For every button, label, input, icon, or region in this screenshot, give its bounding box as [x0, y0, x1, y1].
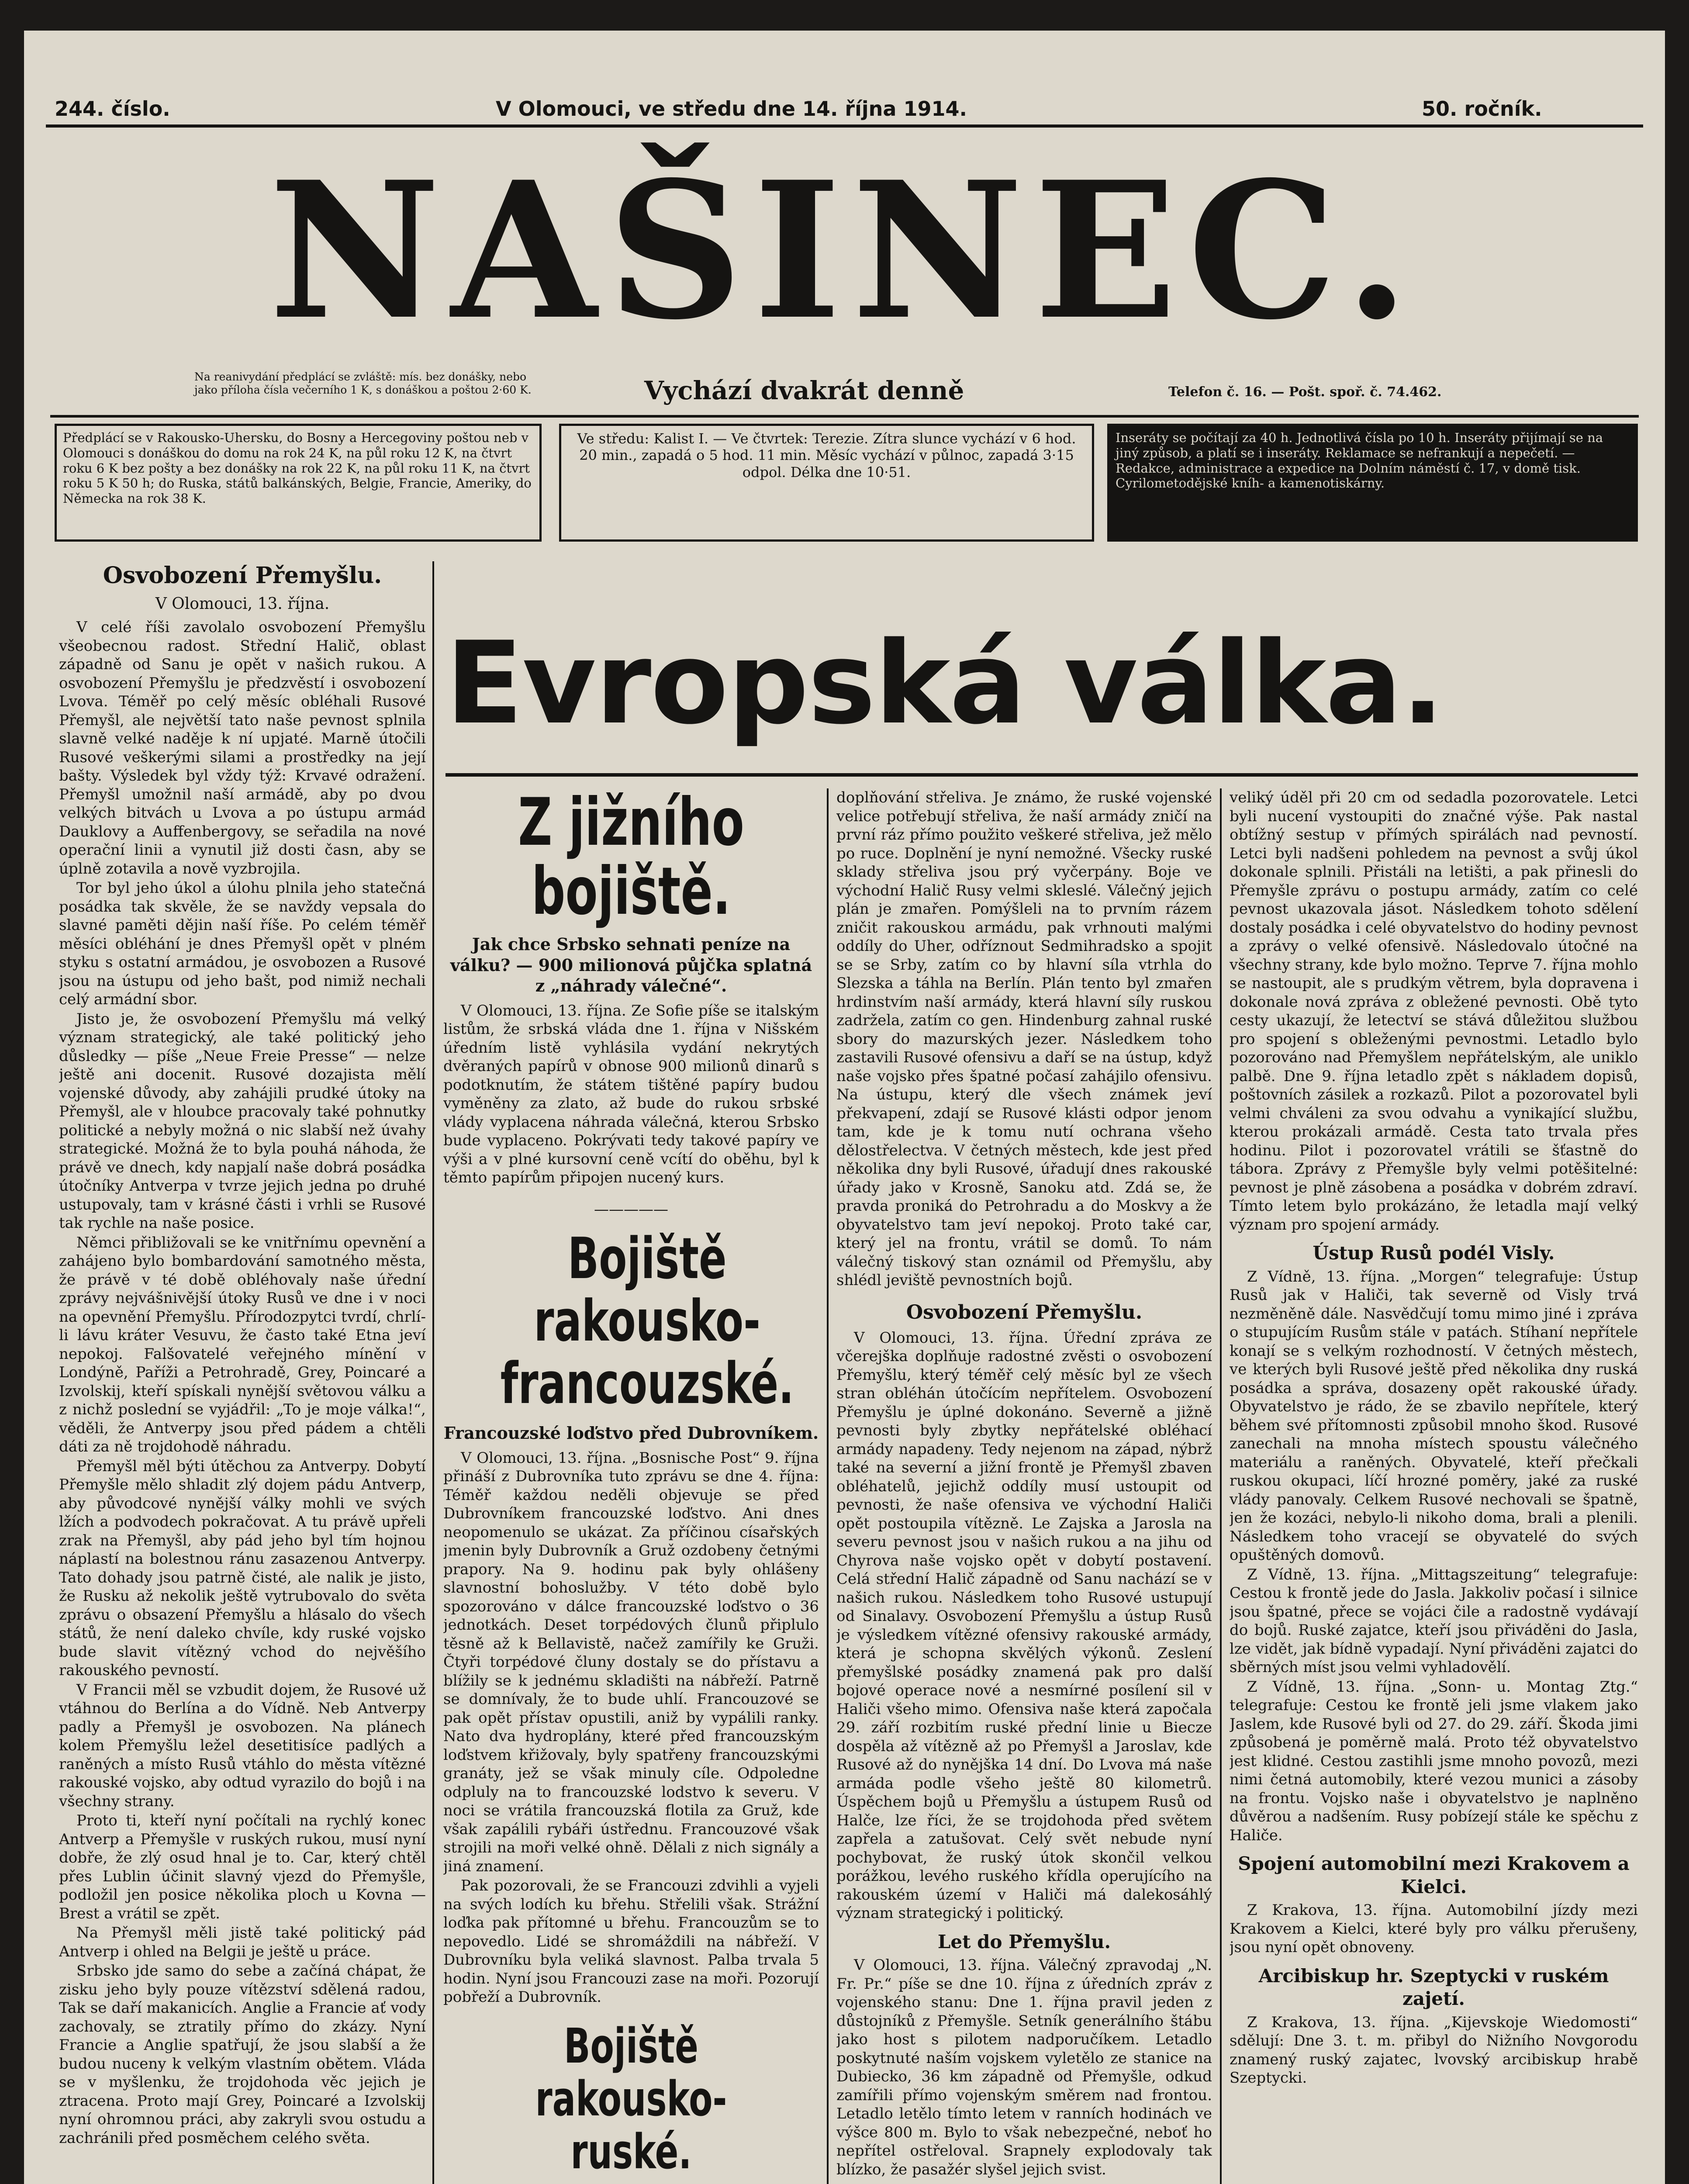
col4-title-retreat: Ústup Rusů podél Visly.: [1313, 1242, 1555, 1264]
col4-title-archbishop: Arcibiskup hr. Szeptycki v ruském zajetí.: [1258, 1965, 1609, 2009]
ads-box: Inseráty se počítají za 40 h. Jednotlivá čísla po 10 h. Inseráty přijímají se na jiný způsob, a platí se i inseráty. Reklamace se nefrankují a nepečetí. — Redakce, administrace a expedice na Dolním náměstí č. 17, v domě tisk. Cyrilometodějské kníh- a kamenotiskárny.: [1107, 424, 1638, 542]
phone-info: Telefon č. 16. — Pošt. spoř. č. 74.462.: [1168, 384, 1442, 400]
headline-rule: [446, 773, 1638, 777]
column-divider: [1220, 788, 1222, 2184]
col2-paragraph: V Olomouci, 13. října. Ze Sofie píše se italským listům, že srbská vláda dne 1. října v Nišském úředním listě vyhlásila vydání nekrytých dvěraných papírů v obnose 900 milionů dinarů s podotknutím, že státem tištěné papíry budou vyměněny za zlato, až bude do rukou srbské vlády vyplacena náhrada válečná, kterou Srbsko bude vyplaceno. Pokrývati tedy takové papíry ve výši a v plné kursovní ceně vcítí do oběhu, byl k těmto papírům připojen nucený kurs.: [443, 1002, 819, 1186]
col4-paragraph: Z Vídně, 13. října. „Mittagszeitung“ telegrafuje: Cestou k frontě jede do Jasla. Jakkoliv počasí i silnice jsou špatné, přece se vojáci čile a radostně vydávají do bojů. Ruské zajatce, kteří jsou přiváděni do Jasla, lze vidět, jak bídně vypadají. Nyní přiváděni zajatci do sběrných míst jsou velmi vyhladovělí.: [1230, 1565, 1638, 1676]
col2-paragraph: Pak pozorovali, že se Francouzi zdvihli a vyjeli na svých lodích ku břehu. Střelili však. Strážní loďka pak přítomné u břehu. Francouzům se to nepovedlo. Lidé se shromáždili na nábřeží. V Dubrovníku byla veliká slavnost. Palba trvala 5 hodin. Nyní jsou Francouzi zase na moři. Pozorují pobřeží a Dubrovník.: [443, 1877, 819, 2006]
col2-paragraph: V Olomouci, 13. října. „Bosnische Post“ 9. října přináší z Dubrovníka tuto zprávu se dne 4. října: Téměř každou neděli objevuje se před Dubrovníkem francouzské loďstvo. Ani dnes neopomenulo se ukázat. Za příčinou císařských jmenin byly Dubrovník a Gruž ozdobeny četnými prapory. Na 9. hodinu pak byly ohlášeny slavnostní bohoslužby. V této době bylo spozorováno v dálce francouzské loďstvo o 36 jednotkách. Deset torpédových člunů připlulo těsně až k Bellavistě, načež zamířily ke Gruži. Čtyři torpédové čluny dostaly se do přístavu a blížily se k jednému skladišti na nábřeží. Patrně se domnívaly, že to bude uhlí. Francouzové se pak opět přístav opustili, aniž by vypálili ranky. Nato dva hydroplány, které před francouzským loďstvem křižovaly, byly spatřeny francouzskými granáty, jež se však minuly cíle. Odpoledne odpluly na to francouzské lodstvo k severu. V noci se vrátila francouzská flotila za Gruž, kde však zapálili rybáři ústřednu. Francouzové však strojili na moři velké ohně. Dělali z nich signály a jiná znamení.: [443, 1449, 819, 1875]
col2-section-russian: Bojiště rakousko-ruské.: [535, 2018, 727, 2180]
col1-paragraph: Přemyšl měl býti útěchou za Antverpy. Dobytí Přemyšle mělo shladit zlý dojem pádu Antverp, aby původcové nynější války mohli ve svých lžích a podvodech pokračovat. A tu právě upřeli zrak na Přemyšl, aby pád jeho byl tím hojnou náplastí na bolestnou ránu zasazenou Antverpy. Tato dohady jsou patrně čisté, ale nalik je jisto, že Rusku až nekolik ještě vytrubovalo do světa zprávu o obsazení Přemyšlu a hlásalo do všech států, že není daleko chvíle, kdy ruské vojsko bude slavit vítězný vchod do nejvěšího rakouského pevností.: [59, 1457, 426, 1679]
note-left: Na reanivydání předplácí se zvláště: mís. bez donášky, nebo jako příloha čísla večerního 1 K, s donáškou a poštou 2·60 K.: [194, 370, 532, 396]
col2-lead-serbia: Jak chce Srbsko sehnati peníze na válku? — 900 milionová půjčka splatná z „náhrady válečné“.: [450, 934, 812, 995]
col4-paragraph: Z Vídně, 13. října. „Sonn- u. Montag Ztg.“ telegrafuje: Cestou ke frontě jeli jsme vlakem jako Jaslem, kde Rusové byli od 27. do 29. září. Škoda jimi způsobená je poměrně malá. Proto též obyvatelstvo jest klidné. Cestou zastihli jsme mnoho povozů, mezi nimi četná automobily, které vezou munici a zásoby na frontu. Vojsko naše i obyvatelstvo je naplněno důvěrou a nadšením. Rusy pobízejí stále ke spěchu z Haliče.: [1230, 1678, 1638, 1844]
column-4: [1230, 788, 1638, 2184]
calendar-box: Ve středu: Kalist I. — Ve čtvrtek: Terezie. Zítra slunce vychází v 6 hod. 20 min., zapadá o 5 hod. 11 min. Měsíc vychází v půlnoc, zapadá 3·15 odpol. Délka dne 10·51.: [559, 424, 1094, 542]
col1-dateline: V Olomouci, 13. října.: [155, 595, 330, 613]
masthead-title: NAŠINEC.: [269, 141, 1420, 361]
place-date: V Olomouci, ve středu dne 14. října 1914.: [496, 97, 967, 121]
subscription-box: Předplácí se v Rakousko-Uhersku, do Bosny a Hercegoviny poštou neb v Olomouci s donáškou do domu na rok 24 K, na půl roku 12 K, na čtvrt roku 6 K bez pošty a bez donášky na rok 22 K, na půl roku 11 K, na čtvrt roku 5 K 50 h; do Ruska, států balkánských, Belgie, Francie, Ameriky, do Německa na rok 38 K.: [55, 424, 542, 542]
column-2: [443, 788, 819, 2184]
column-divider: [432, 561, 434, 2184]
main-headline: Evropská válka.: [446, 618, 1444, 750]
col2-lead-dubrovnik: Francouzské loďstvo před Dubrovníkem.: [443, 1423, 819, 1443]
col3-title-liberation: Osvobození Přemyšlu.: [906, 1301, 1143, 1324]
col1-paragraph: Proto ti, kteří nyní počítali na rychlý konec Antverp a Přemyšle v ruských rukou, musí nyní dobře, že zlý osud hnal je to. Car, který chtěl přes Lublin účinit slavný vjezd do Přemyšle, podložil jen posice několika ploch u Kovna — Brest a vrátil se zpět.: [59, 1812, 426, 1922]
col1-paragraph: Na Přemyšl měli jistě také politický pád Antverp i ohled na Belgii je ještě u práce.: [59, 1924, 426, 1960]
col3-paragraph: doplňování střeliva. Je známo, že ruské vojenské velice potřebují střeliva, že naší armády zničí na první ráz přímo použito veškeré střeliva, jež mělo po ruce. Doplnění je nyní nemožné. Všecky ruské sklady střeliva jsou prý vyčerpány. Boje ve východní Halič Rusy velmi skleslé. Válečný jejich plán je zmařen. Pomýšleli na to prvním rázem zničit rakouskou armádu, pak vrhnouti malými oddíly do Uher, odříznout Sedmihradsko a spojit se se Srby, zatím co by hlavní síla vtrhla do Slezska a táhla na Berlín. Plán tento byl zmařen hrdinstvím naší armády, která hlavní síly ruskou zadržela, zatím co gen. Hindenburg zahnal ruské sbory do mazurských jezer. Následkem toho zastavili Rusové ofensivu a daří se na ústup, když naše vojsko přes špatné počasí zahájilo ofensivu. Na ústupu, který dle všech známek jeví překvapení, zdají se Rusové klásti odpor jenom tam, kde je k tomu nutí ochrana všeho dělostřelectva. V četných městech, kde jest před několika dny byli Rusové, úřadují dnes rakouské úřady jako v Krosně, Sanoku atd. Zdá se, že pravda proniká do Petrohradu a do Moskvy a že obyvatelstvo tam jeví nepokoj. Proto také car, který jel na frontu, vrátil se domů. To nám válečný tiskový stan oznámil od Přemyšlu, aby shlédl jeviště pevnostních bojů.: [836, 789, 1212, 1289]
col4-paragraph: Z Krakova, 13. října. Automobilní jízdy mezi Krakovem a Kielci, které byly pro válku přerušeny, jsou nyní opět obnoveny.: [1230, 1901, 1638, 1956]
col4-paragraph: Z Vídně, 13. října. „Morgen“ telegrafuje: Ústup Rusů jak v Haliči, tak severně od Visly trvá nezměněně dále. Nasvědčují tomu mimo jiné i zpráva o stupujícím Rusům stále v patách. Stíhaní nepřítele konají se s velkým rozhodností. V četných městech, ve kterých byli Rusové ještě před několika dny ruská posádka a správa, dosazeny opět rakouské úřady. Obyvatelstvo je rádo, že se zbavilo nepřítele, který během své přítomnosti způsobil mnoho škod. Rusové zanechali na mnoha místech spoustu válečného materiálu a raněných. Obyvatelé, kteří přečkali ruskou okupaci, líčí hrozné poměry, jaké za ruské vlády panovaly. Celkem Rusové nechovali se špatně, jen že kozáci, nebylo-li nikoho doma, brali a plenili. Následkem toho vracejí se obyvatelé do svých opuštěných domovů.: [1230, 1268, 1638, 1564]
col3-sub-flight: Let do Přemyšlu.: [937, 1931, 1111, 1952]
col1-paragraph: Němci přibližovali se ke vnitřnímu opevnění a zahájeno bylo bombardování samotného města, že právě v té době obléhovaly naše úřední zprávy nejvášnivější útoky Rusů ve dne i v noci na opevnění Přemyšlu. Přírodozpytci tvrdí, chrlí-li lávu kráter Vesuvu, že často také Etna jeví nepokoj. Falšovatelé veřejného mínění v Londýně, Paříži a Petrohradě, Grey, Poincaré a Izvolskij, kteří spískali nynější světovou válku a z nichž poslední se vyjádřil: „To je moje válka!“, věděli, že Antverpy jsou před pádem a chtěli dáti za ně trojdohodě náhradu.: [59, 1234, 426, 1455]
col2-section-french: Bojiště rakousko-francouzské.: [500, 1225, 794, 1417]
col3-paragraph: V Olomouci, 13. října. Válečný zpravodaj „N. Fr. Pr.“ píše se dne 10. října z úředních zpráv z vojenského stanu: Dne 1. října pravil jeden z důstojníků z Přemyšle. Setník generálního štábu jako host s pilotem nadporučíkem. Letadlo poskytnuté naším vojskem vyletělo ze stanice na Dubiecko, 36 km západně od Přemyšle, odkud zamířili přímo vojenským směrem nad frontou. Letadlo letělo tímto letem v ranních hodinách ve výšce 800 m. Bylo to však nebezpečné, neboť ho nepřítel ostřeloval. Srapnely explodovaly tak blízko, že pasažér slyšel jejich svist.: [836, 1956, 1212, 2178]
newspaper-page: [24, 31, 1665, 2184]
col1-paragraph: V Francii měl se vzbudit dojem, že Rusové už vtáhnou do Berlína a do Vídně. Neb Antverpy padly a Přemyšl je osvobozen. Na plánech kolem Přemyšlu ležel desetitisíce padlých a raněných a místo Rusů vtáhlo do města vítězné rakouské vojsko, aby odtud vyrazilo do bojů i na všechny strany.: [59, 1681, 426, 1810]
column-3: [836, 788, 1212, 2184]
masthead-rule: [50, 415, 1639, 418]
col2-section-south: Z jižního bojiště.: [518, 788, 744, 930]
issue-number: 244. číslo.: [55, 97, 170, 121]
top-rule: [46, 124, 1643, 128]
section-ornament: —————: [594, 1200, 668, 1218]
col4-title-automobile: Spojení automobilní mezi Krakovem a Kielci.: [1238, 1853, 1630, 1897]
col4-paragraph: Z Krakova, 13. října. „Kijevskoje Wiedomosti“ sdělují: Dne 3. t. m. přibyl do Nižního Novgorodu znamený ruský zajatec, lvovský arcibiskup hrabě Szeptycki.: [1230, 2013, 1638, 2087]
column-1: [59, 561, 426, 2184]
col1-title: Osvobození Přemyšlu.: [103, 562, 382, 589]
col1-paragraph: Tor byl jeho úkol a úlohu plnila jeho statečná posádka tak skvěle, že se navždy vepsala do slavné paměti dějin naší říše. Po celém téměř měsíci obléhání je dnes Přemyšl opět v plném styku s ostatní armádou, je osvobozen a Rusové jsou na ústupu od jeho bašt, pod nimiž nechali celý armádní sbor.: [59, 879, 426, 1008]
frequency: Vychází dvakrát denně: [644, 376, 964, 405]
col3-paragraph: V Olomouci, 13. října. Úřední zpráva ze včerejška doplňuje radostné zvěsti o osvobození Přemyšlu, který téměř celý měsíc byl ze všech stran obléhán útočícím nepřítelem. Osvobození Přemyšlu je úplné dokonáno. Severně a jižně pevnosti byly zbytky nepřátelské obléhací armády napadeny. Tedy nejenom na západ, nýbrž také na severní a jižní frontě je Přemyšl zbaven obléhatelů, jejichž oddíly musí ustoupit od pevnosti, že naše ofensiva ve východní Haliči opět postoupila vítězně. Le Zajska a Jarosla na severu pevnost jsou v našich rukou a na jihu od Chyrova naše vojsko opět v dobytí postavení. Celá střední Halič západně od Sanu nachází se v našich rukou. Následkem toho Rusové ustupují od Sinalavy. Osvobození Přemyšlu a ústup Rusů je výsledkem vítězné ofensivy rakouské armády, která je schopna skvělých výkonů. Zeslení přemyšlské posádky znamená pak pro další bojové operace nové a nesmírné posílení sil v Haliči všeho mimo. Ofensiva naše která započala 29. září rozbitím ruské přední linie u Biecze dospěla až vítězně až po Přemyšl a Jaroslav, kde Rusové až do nynějška 14 dní. Do Lvova má naše armáda podle všeho ještě 80 kilometrů. Úspěchem bojů u Přemyšlu a ústupem Rusů od Halče, lze říci, že se trojdohoda před světem zapřela a zatušovat. Celý svět nebude nyní pochybovat, že ruský útok skončil velkou porážkou, levého ruského křídla operujícího na rakouském území v Haliči má dalekosáhlý význam strategický i politický.: [836, 1329, 1212, 1922]
col1-paragraph: Jisto je, že osvobození Přemyšlu má velký význam strategický, ale také politický jeho důsledky — píše „Neue Freie Presse“ — nelze ještě ani docenit. Rusové dozajista mělí vojenské důvody, aby zahájili prudké útoky na Přemyšl, ale v hloubce pracovaly také pohnutky politické a nebyly možná o nic slabší než úvahy strategické. Možná že to byla pouhá náhoda, že právě ve dnech, kdy napjalí naše dobrá posádka útočníky Antverpa v tvrze jejich jedna po druhé ustupovaly, tam v krásné části i vrhli se Rusové tak rychle na naše posice.: [59, 1010, 426, 1232]
col1-paragraph: Srbsko jde samo do sebe a začíná chápat, že zisku jeho byly pouze vítězství sdělená radou, Tak se daří makanicích. Anglie a Francie ať vody zachovaly, se ztratily přímo do zkázy. Nyní Francie a Anglie spatřují, že jsou slabší a že budou nuceny k velkým vlastním obětem. Vláda se v myšlenku, že trojdohoda věc jejich je ztracena. Proto mají Grey, Poincaré a Izvolskij nyní ohromnou práci, aby zakryli svou ostudu a zachránili před posměchem celého světa.: [59, 1962, 426, 2147]
col1-paragraph: V celé říši zavolalo osvobození Přemyšlu všeobecnou radost. Střední Halič, oblast západně od Sanu je opět v našich rukou. A osvobození Přemyšlu je předzvěstí i osvobození Lvova. Téměř po celý měsíc obléhali Rusové Přemyšl, ale největší tato naše pevnost splnila slavně velké naděje k ní upjaté. Marně útočili Rusové veškerými silami a prostředky na její bašty. Výsledek byl vždy týž: Krvavé odražení. Přemyšl umožnil naší armádě, aby po dvou velkých bitvách u Lvova a po ústupu armád Dauklovy a Auffenbergovy, se seřadila na nové operační linii a vynutil již dosti časn, aby se úplně zotavila a nově vyzbrojila.: [59, 619, 426, 878]
col4-paragraph: veliký úděl při 20 cm od sedadla pozorovatele. Letci byli nucení vystoupiti do značné výše. Pak nastal obtížný sestup v přímých spirálách nad pevností. Letci byli nadšeni pohledem na pevnost a svůj úkol dokonale splnili. Přistáli na letišti, a pak přinesli do Přemyšle zprávu o postupu armády, zatím co celé pevnost ukazovala jásot. Následkem tohoto sdělení dostaly posádka i celé obyvatelstvo do hodiny pevnost a zprávy o velké ofensivě. Následovalo útočné na všechny strany, kde bylo možno. Teprve 7. října mohlo se nastoupit, ale s prudkým větrem, byla dopravena i dokonale nová zpráva z obležené pevnosti. Obě tyto cesty ukazují, že letectví se stává důležitou službou pro spojení s obleženými pevnostmi. Letadlo bylo pozorováno nad Přemyšlem nepřátelským, ale uniklo palbě. Dne 9. října letadlo zpět s nákladem dopisů, poštovních zásilek a rozkazů. Pilot a pozorovatel byli velmi chváleni za svou odvahu a vynikající službu, kterou prokázali armádě. Cesta tato trvala přes hodinu. Pilot i pozorovatel vrátili se šťastně do tábora. Zprávy z Přemyšle byly velmi potěšitelné: pevnost je plně zásobena a posádka v dobrém zdraví. Tímto letem bylo prokázáno, že letadla mají velký význam pro spojení armády.: [1230, 789, 1638, 1234]
volume-number: 50. ročník.: [1422, 97, 1542, 121]
column-divider: [827, 788, 829, 2184]
